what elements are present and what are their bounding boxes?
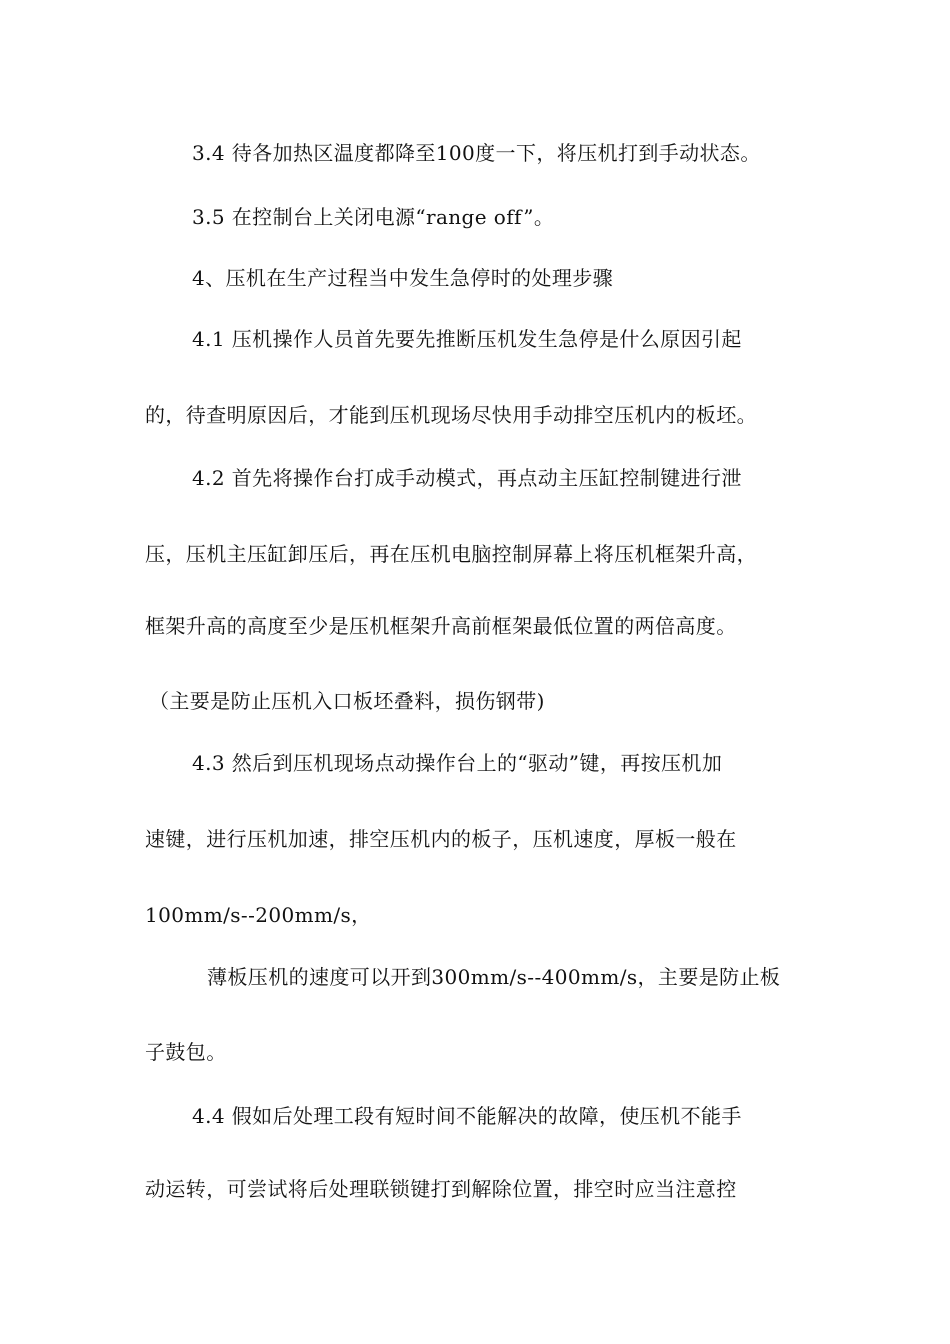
parenthetical-note: （主要是防止压机入口板坯叠料，损伤钢带) (149, 689, 545, 713)
paragraph-4-3-line-4: 薄板压机的速度可以开到300mm/s--400mm/s，主要是防止板 (207, 965, 781, 989)
paragraph-4-1-line-2: 的，待查明原因后，才能到压机现场尽快用手动排空压机内的板坯。 (145, 403, 757, 427)
section-heading-4: 4、压机在生产过程当中发生急停时的处理步骤 (192, 266, 614, 290)
paragraph-4-3-line-2: 速键，进行压机加速，排空压机内的板子，压机速度，厚板一般在 (145, 827, 737, 851)
paragraph-3-5: 3.5 在控制台上关闭电源“range off”。 (192, 205, 555, 229)
paragraph-4-2-line-3: 框架升高的高度至少是压机框架升高前框架最低位置的两倍高度。 (145, 614, 737, 638)
paragraph-4-3-line-5: 子鼓包。 (145, 1040, 227, 1064)
paragraph-3-4: 3.4 待各加热区温度都降至100度一下，将压机打到手动状态。 (192, 141, 761, 165)
paragraph-4-2-line-1: 4.2 首先将操作台打成手动模式，再点动主压缸控制键进行泄 (192, 466, 742, 490)
paragraph-4-2-line-2: 压，压机主压缸卸压后，再在压机电脑控制屏幕上将压机框架升高， (145, 542, 757, 566)
paragraph-4-3-line-1: 4.3 然后到压机现场点动操作台上的“驱动”键，再按压机加 (192, 751, 723, 775)
paragraph-4-4-line-1: 4.4 假如后处理工段有短时间不能解决的故障，使压机不能手 (192, 1104, 742, 1128)
paragraph-4-3-line-3: 100mm/s--200mm/s， (145, 903, 372, 927)
paragraph-4-1-line-1: 4.1 压机操作人员首先要先推断压机发生急停是什么原因引起 (192, 327, 742, 351)
paragraph-4-4-line-2: 动运转，可尝试将后处理联锁键打到解除位置，排空时应当注意控 (145, 1177, 737, 1201)
